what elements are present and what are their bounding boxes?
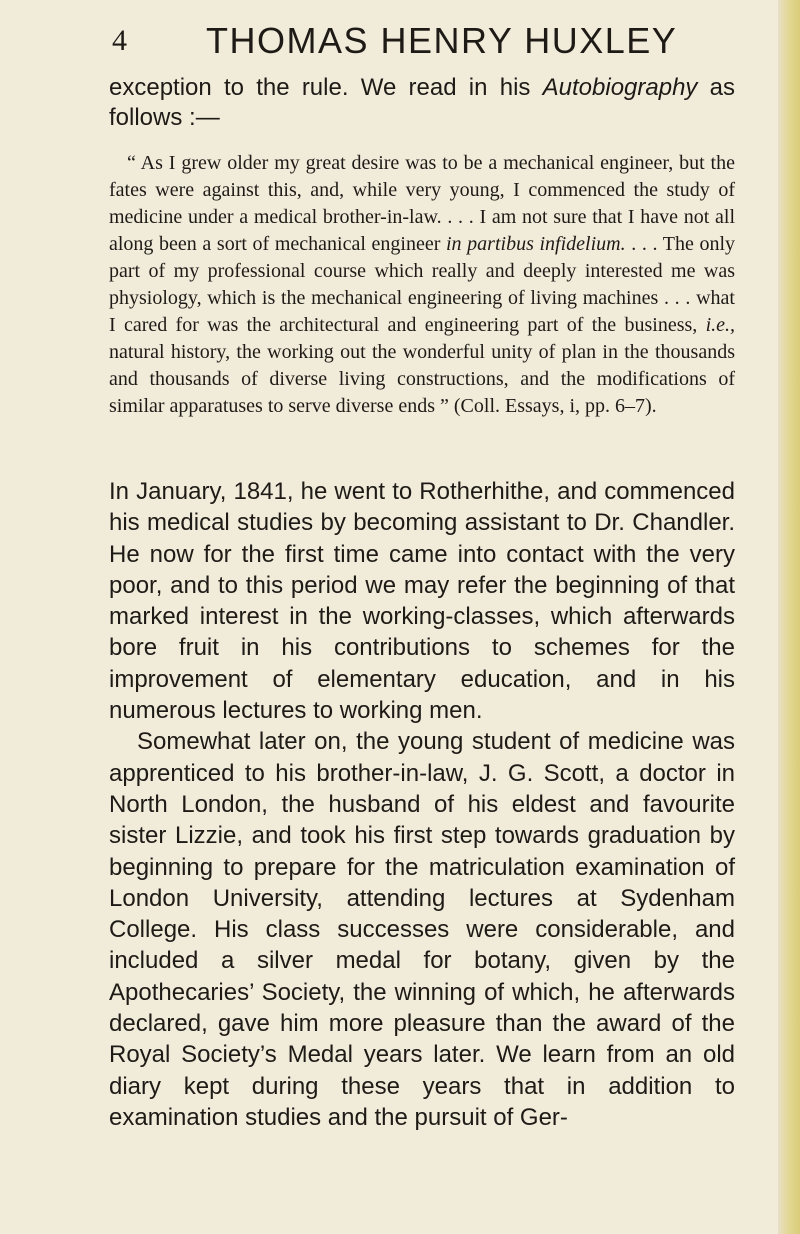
paragraph-apprenticeship: Somewhat later on, the young student of medicine was apprenticed to his brother-in-law, J. G. Scott, a doctor in North London, the husband of his eldest and favourite sister Lizzie, and took his first step towards graduation by beginning to prepare for the matriculation examination of London University, attending lectures at Sydenham College. His class successes were considerable, and included a silver medal for botany, given by the Apothecaries’ Society, the winning of which, he afterwards declared, gave him more pleasure than the award of the Royal Society’s Medal years later. We learn from an old diary kept during these years that in addition to examination studies and the pursuit of Ger- <box>109 728 735 1131</box>
lead-in-text-end: as follows :— <box>109 74 736 131</box>
block-quotation <box>109 150 735 420</box>
latin-phrase: in partibus infidelium. <box>446 233 626 255</box>
abbreviation: i.e., <box>705 314 735 336</box>
lead-in-sentence <box>109 73 735 133</box>
quotation-paragraph <box>109 150 735 420</box>
lead-in-text-start: exception to the rule. We read in his <box>109 74 543 101</box>
page-number: 4 <box>112 24 128 57</box>
running-title: THOMAS HENRY HUXLEY <box>206 20 678 61</box>
paragraph-rotherhithe: In January, 1841, he went to Rotherhithe, and commenced his medical studies by becoming assistant to Dr. Chandler. He now for the first time came into contact with the very poor, and to this period we may refer the beginning of that marked interest in the working-classes, which afterwards bore fruit in his contributions to schemes for the improvement of elementary education, and in his numerous lectures to working men. <box>109 478 735 725</box>
quotation-text-3: natural history, the working out the wonderful unity of plan in the thousands and thousands of diverse living constructions, and the modifications of similar apparatuses to serve diverse ends ” (Coll. Essays, i, pp. 6–7). <box>109 341 735 417</box>
body-text <box>109 476 735 1133</box>
page-edge <box>778 0 800 1234</box>
quotation-text-2: . . . The only part of my professional course which really and deeply interested me was physiology, which is the mechanical engineering of living machines . . . what I cared for was the architectural and engineering part of the business, <box>109 233 735 336</box>
book-title: Autobiography <box>542 74 698 101</box>
running-header <box>0 20 800 60</box>
quotation-text-1: “ As I grew older my great desire was to be a mechanical engineer, but the fates were against this, and, while very young, I commenced the study of medicine under a medical brother-in-law. . . . I am not sure that I have not all along been a sort of mechanical engineer <box>109 152 735 255</box>
